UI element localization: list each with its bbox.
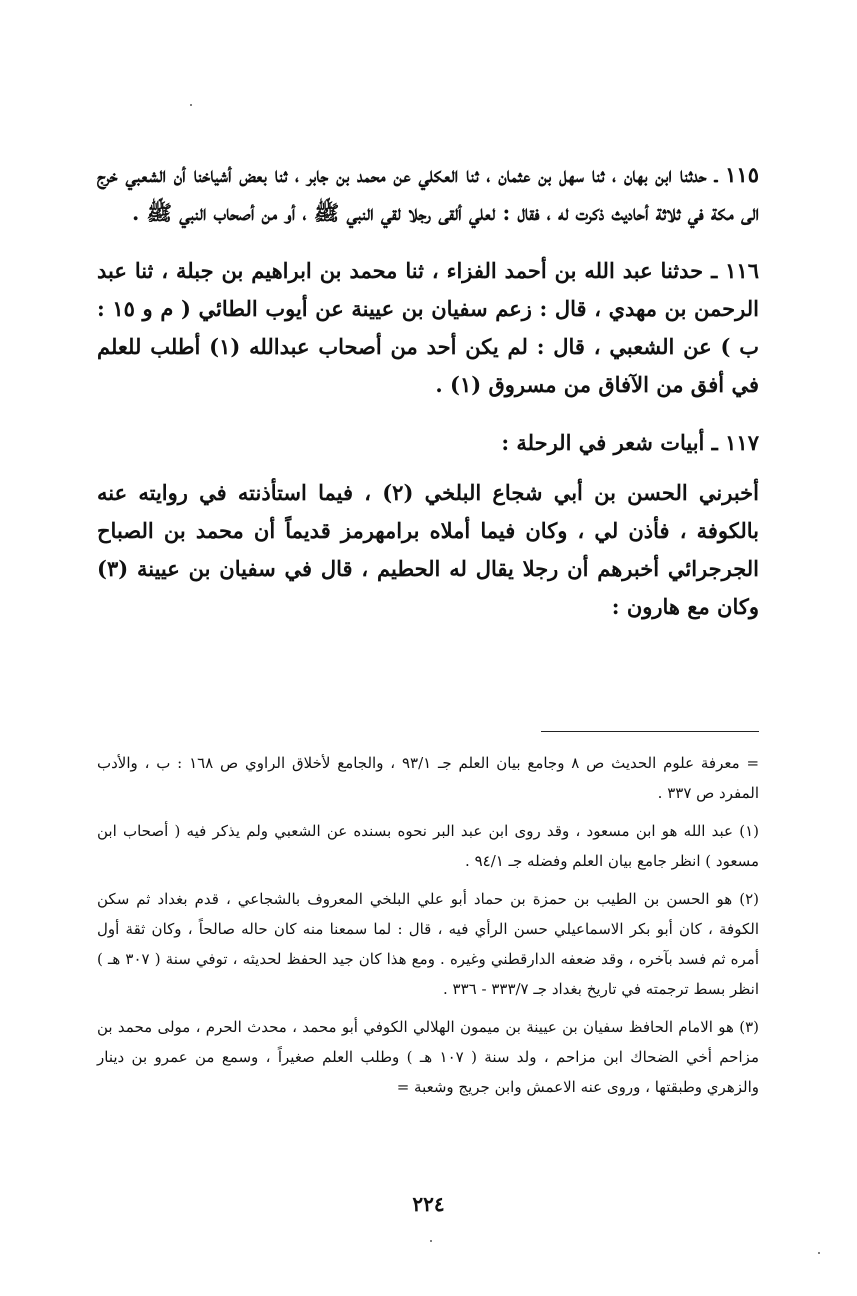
scan-speck xyxy=(818,1252,820,1254)
footnotes xyxy=(97,748,759,1110)
scan-speck xyxy=(190,104,192,106)
footnote-continuation: = معرفة علوم الحديث ص ٨ وجامع بيان العلم جـ ٩٣/١ ، والجامع لأخلاق الراوي ص ١٦٨ : ب ، والأدب المفرد ص ٣٣٧ . xyxy=(97,754,760,802)
hadith-116: ١١٦ ـ حدثنا عبد الله بن أحمد الفزاء ، ثنا محمد بن ابراهيم بن جبلة ، ثنا عبد الرحمن بن مهدي ، قال : زعم سفيان بن عيينة عن أيوب الطائي ( م و ١٥ : ب ) عن الشعبي ، قال : لم يكن أحد من أصحاب عبدالله (١) أطلب للعلم في أفق من الآفاق من مسروق (١) . xyxy=(97,258,760,397)
footnote-separator xyxy=(541,731,759,732)
hadith-115: ١١٥ ـ حدثنا ابن بهان ، ثنا سهل بن عثمان ، ثنا العكلي عن محمد بن جابر ، ثنا بعض أشياخنا أن الشعبي خرج الى مكة في ثلاثة أحاديث ذكرت له ، فقال : لعلي ألقى رجلا لقي النبي ﷺ ، أو من أصحاب النبي ﷺ . xyxy=(97,162,759,225)
footnote-1: (١) عبد الله هو ابن مسعود ، وقد روى ابن عبد البر نحوه بسنده عن الشعبي ولم يذكر فيه ( أصحاب ابن مسعود ) انظر جامع بيان العلم وفضله جـ ٩٤/١ . xyxy=(97,822,759,870)
footnote-2: (٢) هو الحسن بن الطيب بن حمزة بن حماد أبو علي البلخي المعروف بالشجاعي ، قدم بغداد ثم سكن الكوفة ، كان أبو بكر الاسماعيلي حسن الرأي فيه ، قال : لما سمعنا منه كان حاله صالحاً ، وكان ثقة أول أمره ثم فسد بآخره ، وقد ضعفه الدارقطني وغيره . ومع هذا كان جيد الحفظ لحديثه ، توفي سنة ( ٣٠٧ هـ ) انظر بسط ترجمته في تاريخ بغداد جـ ٣٣٣/٧ - ٣٣٦ . xyxy=(97,890,759,998)
page-number: ٢٢٤ xyxy=(412,1192,445,1216)
main-text xyxy=(97,156,759,646)
hadith-117-title: ١١٧ ـ أبيات شعر في الرحلة : xyxy=(501,430,759,455)
footnote-3: (٣) هو الامام الحافظ سفيان بن عيينة بن ميمون الهلالي الكوفي أبو محمد ، محدث الحرم ، مولى محمد بن مزاحم أخي الضحاك ابن مزاحم ، ولد سنة ( ١٠٧ هـ ) وطلب العلم صغيراً ، وسمع من عمرو بن دينار والزهري وطبقتها ، وروى عنه الاعمش وابن جريج وشعبة = xyxy=(97,1018,759,1096)
hadith-117-body: أخبرني الحسن بن أبي شجاع البلخي (٢) ، فيما استأذنته في روايته عنه بالكوفة ، فأذن لي ، وكان فيما أملاه برامهرمز قديماً أن محمد بن الصباح الجرجرائي أخبرهم أن رجلا يقال له الحطيم ، قال في سفيان بن عيينة (٣) وكان مع هارون : xyxy=(97,480,759,619)
scan-speck xyxy=(430,1240,432,1242)
